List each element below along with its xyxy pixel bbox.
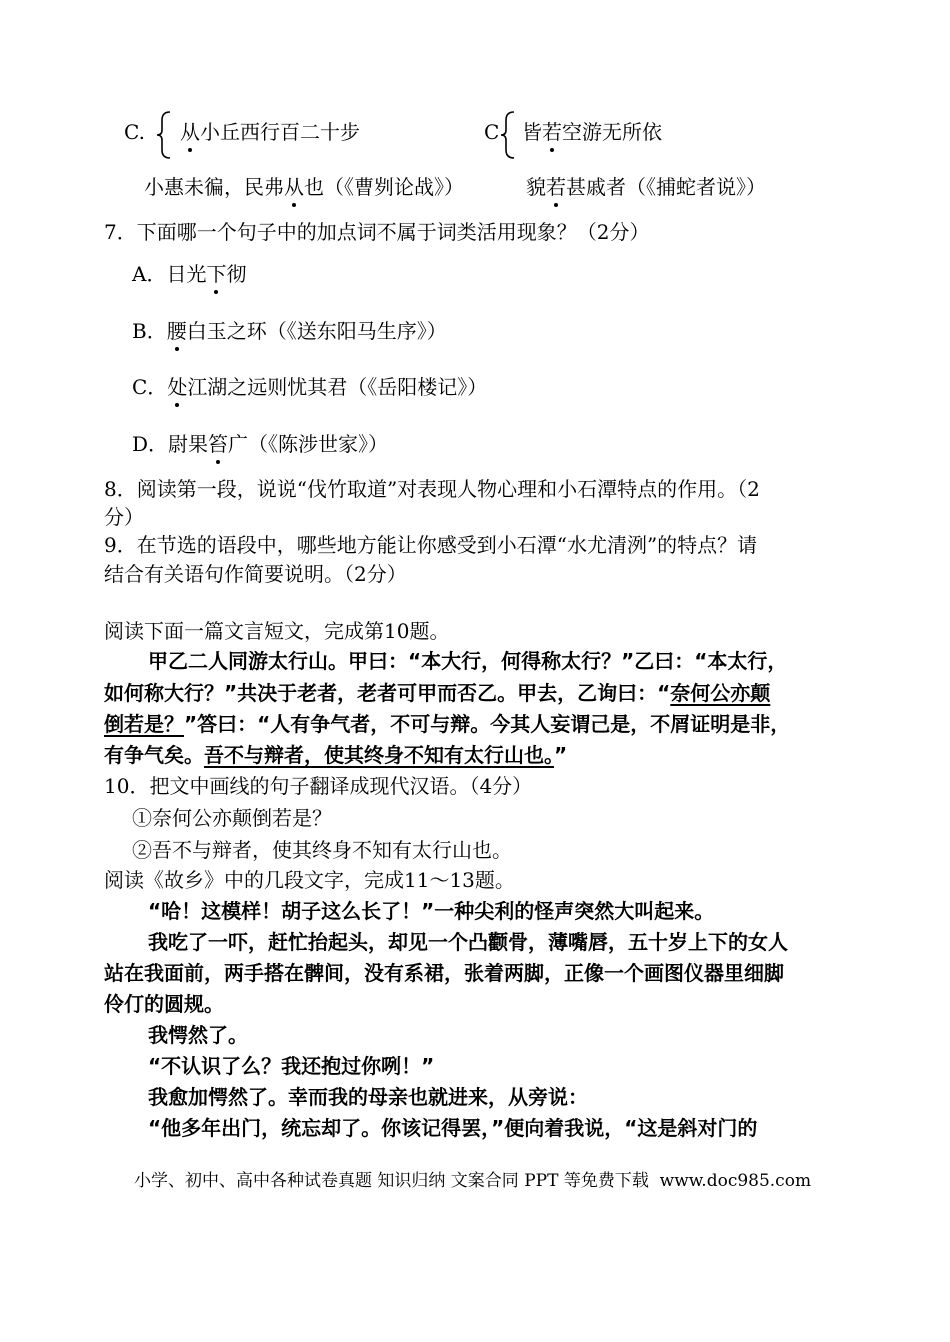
right-brace-icon [500, 110, 518, 160]
q6-c-left-line2: 小惠未徧，民弗从也（《曹刿论战》） [144, 175, 464, 199]
footer [134, 1167, 811, 1195]
left-brace-icon [156, 110, 174, 160]
footer-text: 小学、初中、高中各种试卷真题 知识归纳 文案合同 PPT 等免费下载 [134, 1171, 649, 1191]
passage2-line4: 有争气矣。吾不与辩者，使其终身不知有太行山也。” [104, 743, 568, 767]
q9-line1: 9．在节选的语段中，哪些地方能让你感受到小石潭“水尤清洌”的特点？请 [104, 533, 758, 557]
q6-c-right-line1: 皆若空游无所依 [522, 120, 662, 144]
q6-c-right-line2: 貌若甚戚者（《捕蛇者说》） [526, 175, 766, 199]
q7-option-b: B．腰白玉之环（《送东阳马生序》） [132, 319, 447, 343]
passage3-line7: 我愈加愕然了。幸而我的母亲也就进来，从旁说： [148, 1085, 588, 1109]
footer-url[interactable]: www.doc985.com [659, 1171, 812, 1191]
q7-stem: 7．下面哪一个句子中的加点词不属于词类活用现象？（2分） [104, 220, 650, 244]
passage3-line5: 我愕然了。 [148, 1023, 248, 1047]
passage3-line2: 我吃了一吓，赶忙抬起头，却见一个凸颧骨，薄嘴唇，五十岁上下的女人 [148, 930, 788, 954]
passage2-line3: 倒若是？”答曰：“人有争气者，不可与辩。今其人妄谓己是，不屑证明是非， [104, 712, 791, 736]
passage2-line1: 甲乙二人同游太行山。甲曰：“本大行，何得称太行？”乙曰：“本太行， [148, 649, 788, 673]
q7-option-d: D．尉果笞广（《陈涉世家》） [132, 432, 389, 456]
q10-stem: 10．把文中画线的句子翻译成现代汉语。（4分） [104, 774, 533, 798]
passage2-intro: 阅读下面一篇文言短文，完成第10题。 [104, 619, 450, 643]
passage3-line6: “不认识了么？我还抱过你咧！” [148, 1054, 435, 1078]
q9-line2: 结合有关语句作简要说明。（2分） [104, 562, 407, 586]
passage3-line3: 站在我面前，两手搭在髀间，没有系裙，张着两脚，正像一个画图仪器里细脚 [104, 961, 784, 985]
passage3-line8: “他多年出门，统忘却了。你该记得罢，”便向着我说，“这是斜对门的 [148, 1116, 758, 1140]
q6-c-left-line1: 从小丘西行百二十步 [180, 120, 360, 144]
q10-item2: ②吾不与辩者，使其终身不知有太行山也。 [132, 838, 512, 862]
underlined-sentence-2: 吾不与辩者，使其终身不知有太行山也。 [204, 743, 554, 767]
q7-option-c: C．处江湖之远则忧其君（《岳阳楼记》） [132, 375, 488, 399]
q7-option-a: A．日光下彻 [132, 262, 247, 286]
passage3-intro: 阅读《故乡》中的几段文字，完成11～13题。 [104, 868, 515, 892]
q6-c-left-label: C. [124, 120, 145, 144]
passage2-line2: 如何称大行？”共决于老者，老者可甲而否乙。甲去，乙询曰：“奈何公亦颠 [104, 681, 771, 705]
underlined-sentence-1: 奈何公亦颠 [670, 681, 771, 705]
passage3-line1: “哈！这模样！胡子这么长了！”一种尖利的怪声突然大叫起来。 [148, 899, 715, 923]
q8-line1: 8．阅读第一段，说说“伐竹取道”对表现人物心理和小石潭特点的作用。（2 [104, 477, 760, 501]
q10-item1: ①奈何公亦颠倒若是？ [132, 806, 332, 830]
q6-c-right-label: C [484, 120, 500, 144]
passage3-line4: 伶仃的圆规。 [104, 992, 224, 1016]
q8-line2: 分） [104, 505, 144, 529]
